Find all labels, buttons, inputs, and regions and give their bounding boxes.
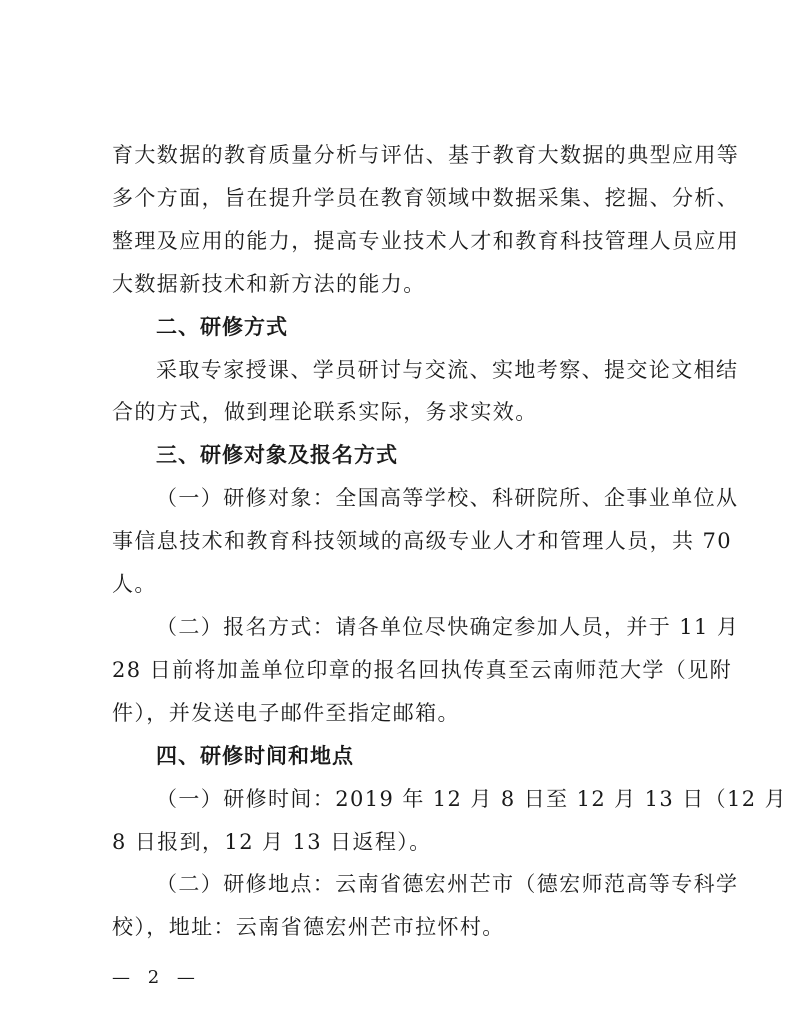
body-text-line: 件），并发送电子邮件至指定邮箱。 bbox=[112, 701, 460, 725]
body-text-line: （一）研修对象：全国高等学校、科研院所、企事业单位从 bbox=[156, 486, 739, 510]
body-text-line: （二）研修地点：云南省德宏州芒市（德宏师范高等专科学 bbox=[156, 872, 739, 896]
body-text-line: 8 日报到，12 月 13 日返程）。 bbox=[112, 830, 432, 854]
body-text-line: 大数据新技术和新方法的能力。 bbox=[112, 272, 426, 296]
section-heading: 二、研修方式 bbox=[156, 315, 288, 339]
body-text-line: 校），地址：云南省德宏州芒市拉怀村。 bbox=[112, 915, 505, 939]
body-text-line: 合的方式，做到理论联系实际，务求实效。 bbox=[112, 400, 538, 424]
body-text-line: 事信息技术和教育科技领域的高级专业人才和管理人员，共 70 bbox=[112, 529, 732, 553]
body-text-line: （一）研修时间：2019 年 12 月 8 日至 12 月 13 日（12 月 bbox=[156, 787, 788, 811]
body-text-line: 育大数据的教育质量分析与评估、基于教育大数据的典型应用等 bbox=[112, 143, 740, 167]
body-text-line: 人。 bbox=[112, 572, 157, 596]
body-text-line: 多个方面，旨在提升学员在教育领域中数据采集、挖掘、分析、 bbox=[112, 186, 740, 210]
section-heading: 三、研修对象及报名方式 bbox=[156, 443, 398, 467]
body-text-line: 28 日前将加盖单位印章的报名回执传真至云南师范大学（见附 bbox=[112, 658, 732, 682]
body-text-line: 整理及应用的能力，提高专业技术人才和教育科技管理人员应用 bbox=[112, 229, 740, 253]
body-text-line: （二）报名方式：请各单位尽快确定参加人员，并于 11 月 bbox=[156, 615, 740, 639]
section-heading: 四、研修时间和地点 bbox=[156, 744, 354, 768]
page-number: — 2 — bbox=[112, 967, 201, 988]
body-text-line: 采取专家授课、学员研讨与交流、实地考察、提交论文相结 bbox=[156, 358, 739, 382]
